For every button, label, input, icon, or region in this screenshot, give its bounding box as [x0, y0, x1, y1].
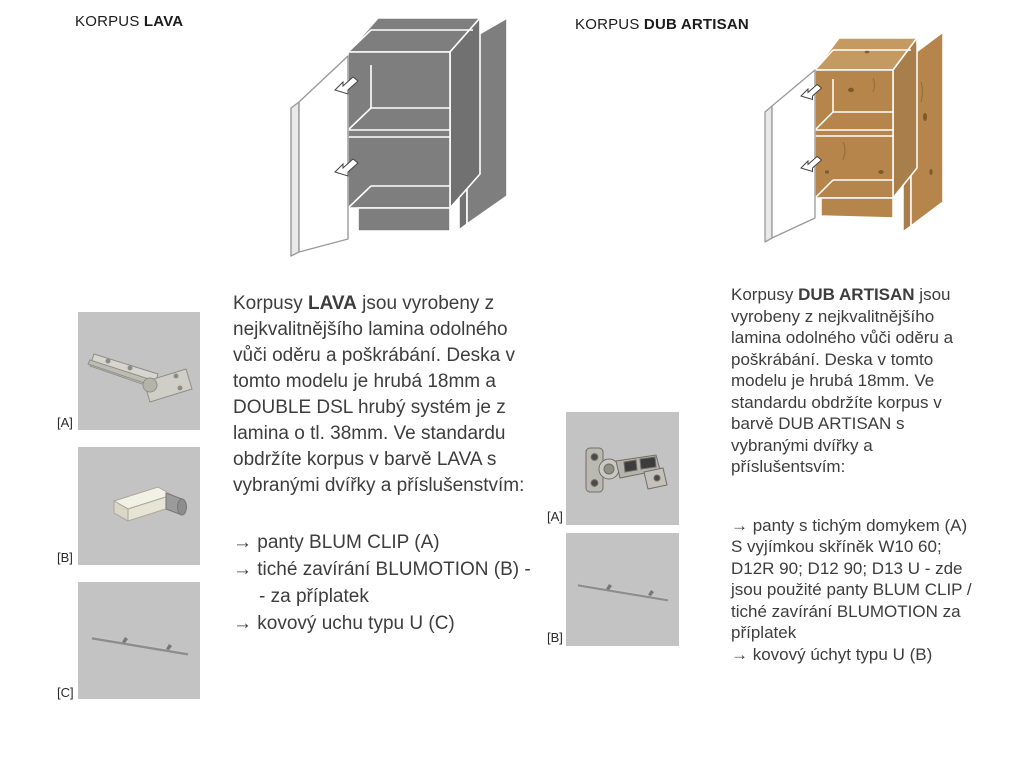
lava-bullet-list — [233, 529, 533, 637]
artisan-cabinet-illustration — [763, 22, 973, 262]
lava-title-prefix: KORPUS — [75, 13, 144, 30]
artisan-cabinet-body — [815, 38, 917, 218]
artisan-bullet-1-continuation: S vyjímkou skříněk W10 60; — [731, 537, 942, 556]
u-handle-icon — [566, 533, 679, 646]
artisan-para-bold: DUB ARTISAN — [798, 285, 915, 304]
lava-paragraph — [233, 291, 533, 499]
lava-image-handle — [78, 582, 200, 699]
artisan-image-label-a: [A] — [547, 509, 563, 524]
artisan-bullet-1: → panty s tichým domykem (A) — [731, 515, 968, 535]
artisan-bullet-1-continuation: jsou použité panty BLUM CLIP / — [731, 580, 972, 599]
artisan-para-pre: Korpusy — [731, 285, 799, 304]
artisan-bullet-1-continuation: příplatek — [731, 623, 797, 642]
artisan-description — [731, 284, 973, 665]
u-handle-icon — [78, 582, 200, 699]
lava-title-bold: LAVA — [143, 13, 184, 30]
lava-bullet-1: → panty BLUM CLIP (A) — [233, 532, 440, 553]
spacer — [233, 499, 533, 529]
blum-clip-hinge-icon — [78, 312, 200, 430]
artisan-bullet-list — [731, 515, 973, 666]
artisan-paragraph — [731, 284, 973, 478]
artisan-bullet-1-continuation: tiché zavírání BLUMOTION za — [731, 601, 961, 621]
artisan-para-rest: jsou vyrobeny z nejkvalitnějšího lamina odolného vůči oděru a poškrábání. Deska v tomto modelu je hrubá 18mm. Ve standardu obdržíte korpus v barvě DUB ARTISAN s vybranými dvířky a příslušentsvím: — [731, 285, 954, 476]
artisan-title-bold: DUB ARTISAN — [643, 16, 749, 33]
blumotion-damper-icon — [78, 447, 200, 565]
lava-image-hinge — [78, 312, 200, 430]
lava-cabinet-illustration — [283, 6, 528, 264]
lava-para-rest: jsou vyrobeny z nejkvalitnějšího lamina odolného vůči oděru a poškrábání. Deska v tomto modelu je hrubá 18mm a DOUBLE DSL hrubý systém je z lamina o tl. 38mm. Ve standardu obdržíte korpus v barvě LAVA s vybranými dvířky a příslušenstvím: — [233, 293, 525, 496]
lava-para-pre: Korpusy — [233, 293, 308, 314]
lava-bullet-2: → tiché zavírání BLUMOTION (B) - — [233, 559, 531, 580]
lava-image-label-b: [B] — [57, 550, 73, 565]
artisan-bullet-1-continuation: D12R 90; D12 90; D13 U - zde — [731, 558, 963, 578]
spacer — [731, 478, 973, 515]
soft-close-hinge-icon — [566, 412, 679, 525]
lava-image-label-c: [C] — [57, 685, 74, 700]
lava-image-damper — [78, 447, 200, 565]
artisan-image-handle — [566, 533, 679, 646]
artisan-bullet-2: → kovový úchyt typu U (B) — [731, 644, 933, 664]
artisan-title-prefix: KORPUS — [575, 16, 644, 33]
lava-description — [233, 291, 533, 637]
artisan-image-label-b: [B] — [547, 630, 563, 645]
artisan-image-hinge — [566, 412, 679, 525]
lava-section-title — [75, 13, 183, 30]
artisan-section-title — [575, 16, 749, 33]
lava-bullet-2-continuation: - za příplatek — [259, 586, 369, 607]
lava-image-label-a: [A] — [57, 415, 73, 430]
lava-bullet-3: → kovový uchu typu U (C) — [233, 613, 455, 634]
lava-para-bold: LAVA — [307, 293, 357, 314]
